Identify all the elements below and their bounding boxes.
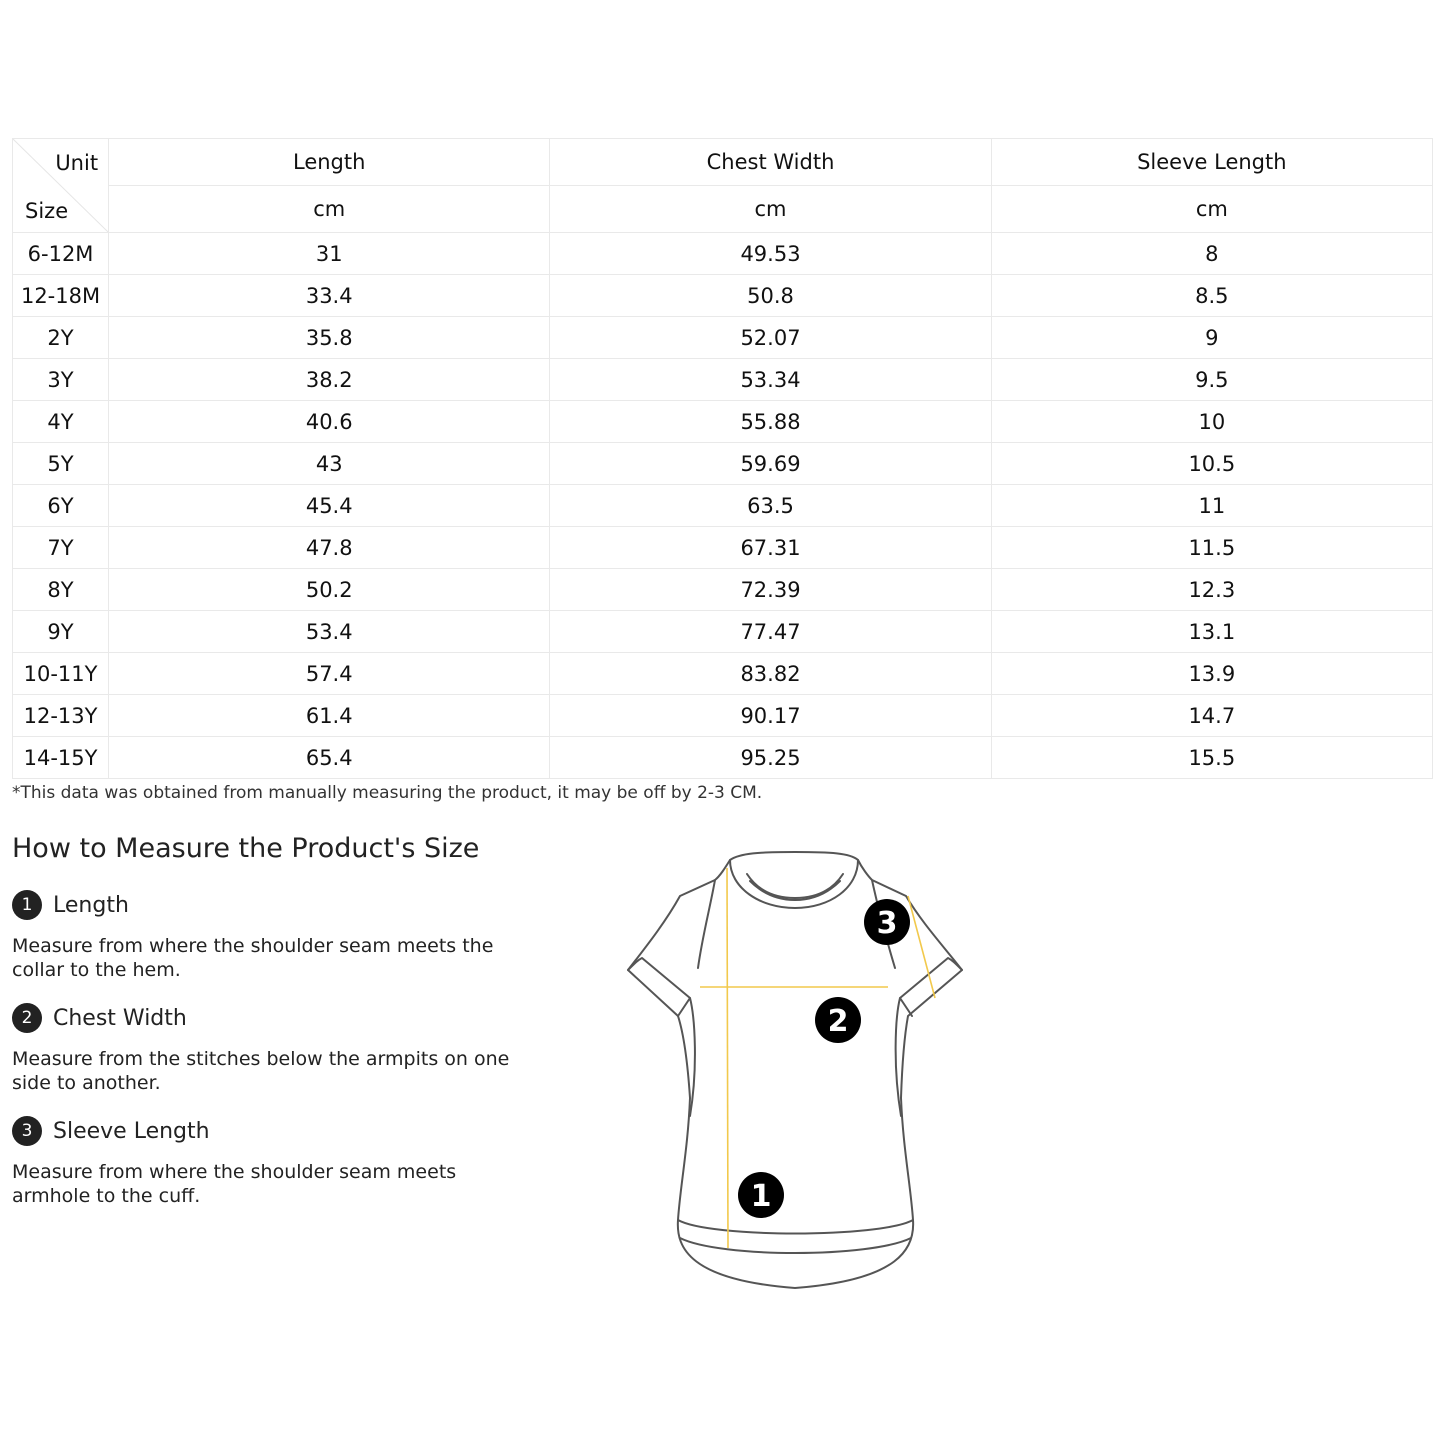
header-row: [13, 139, 1433, 186]
length-cell: 65.4: [109, 737, 550, 779]
step-number-3-icon: 3: [12, 1116, 42, 1146]
size-cell: 4Y: [13, 401, 109, 443]
table-row: [13, 317, 1433, 359]
step-sleeve-length-description: Measure from where the shoulder seam meets armhole to the cuff.: [12, 1161, 457, 1207]
chest-width-cell: 49.53: [550, 233, 991, 275]
size-cell: 2Y: [13, 317, 109, 359]
column-header-chest-width: Chest Width: [550, 139, 991, 186]
step-sleeve-length-label: Sleeve Length: [53, 1118, 210, 1144]
marker-3-label: 3: [876, 906, 898, 941]
size-cell: 5Y: [13, 443, 109, 485]
step-chest-width-label: Chest Width: [53, 1005, 187, 1031]
unit-row: [13, 186, 1433, 233]
sleeve-length-cell: 9.5: [991, 359, 1432, 401]
size-cell: 3Y: [13, 359, 109, 401]
column-header-length: Length: [109, 139, 550, 186]
length-cell: 61.4: [109, 695, 550, 737]
table-row: [13, 653, 1433, 695]
length-cell: 50.2: [109, 569, 550, 611]
sleeve-length-cell: 10: [991, 401, 1432, 443]
tshirt-outline: [628, 852, 962, 1288]
step-length-description: Measure from where the shoulder seam meets the collar to the hem.: [12, 935, 494, 981]
length-cell: 45.4: [109, 485, 550, 527]
size-table-body: [13, 139, 1433, 779]
size-cell: 14-15Y: [13, 737, 109, 779]
length-cell: 47.8: [109, 527, 550, 569]
tshirt-measurement-diagram: [610, 848, 980, 1298]
step-sleeve-length-heading: [12, 1116, 210, 1146]
measurement-note: *This data was obtained from manually measuring the product, it may be off by 2-3 CM.: [12, 783, 763, 803]
chest-width-cell: 63.5: [550, 485, 991, 527]
chest-width-cell: 90.17: [550, 695, 991, 737]
table-row: [13, 695, 1433, 737]
chest-width-cell: 67.31: [550, 527, 991, 569]
sleeve-length-cell: 8: [991, 233, 1432, 275]
chest-width-cell: 77.47: [550, 611, 991, 653]
chest-width-cell: 52.07: [550, 317, 991, 359]
step-chest-width-description: Measure from the stitches below the armpits on one side to another.: [12, 1048, 510, 1094]
table-row: [13, 233, 1433, 275]
table-row: [13, 443, 1433, 485]
unit-chest-width: cm: [550, 186, 991, 233]
column-header-sleeve-length: Sleeve Length: [991, 139, 1432, 186]
sleeve-length-cell: 12.3: [991, 569, 1432, 611]
marker-2-label: 2: [827, 1004, 849, 1039]
sleeve-length-cell: 11: [991, 485, 1432, 527]
size-cell: 7Y: [13, 527, 109, 569]
table-row: [13, 737, 1433, 779]
chest-width-cell: 83.82: [550, 653, 991, 695]
chest-width-cell: 72.39: [550, 569, 991, 611]
marker-1-label: 1: [750, 1179, 772, 1214]
chest-width-cell: 59.69: [550, 443, 991, 485]
table-row: [13, 401, 1433, 443]
sleeve-length-cell: 14.7: [991, 695, 1432, 737]
length-cell: 53.4: [109, 611, 550, 653]
sleeve-length-cell: 8.5: [991, 275, 1432, 317]
table-row: [13, 275, 1433, 317]
corner-unit-label: Unit: [55, 151, 99, 175]
sleeve-length-cell: 13.9: [991, 653, 1432, 695]
length-cell: 40.6: [109, 401, 550, 443]
measurement-markers: [738, 899, 910, 1218]
table-row: [13, 359, 1433, 401]
chest-width-cell: 53.34: [550, 359, 991, 401]
chest-width-cell: 95.25: [550, 737, 991, 779]
size-cell: 12-13Y: [13, 695, 109, 737]
sleeve-length-cell: 10.5: [991, 443, 1432, 485]
length-cell: 35.8: [109, 317, 550, 359]
size-cell: 6-12M: [13, 233, 109, 275]
chest-width-cell: 50.8: [550, 275, 991, 317]
corner-cell: [13, 139, 109, 233]
table-row: [13, 527, 1433, 569]
table-row: [13, 611, 1433, 653]
length-cell: 33.4: [109, 275, 550, 317]
size-cell: 6Y: [13, 485, 109, 527]
howto-title: How to Measure the Product's Size: [12, 833, 480, 864]
unit-length: cm: [109, 186, 550, 233]
sleeve-length-cell: 15.5: [991, 737, 1432, 779]
sleeve-length-cell: 9: [991, 317, 1432, 359]
size-cell: 12-18M: [13, 275, 109, 317]
size-cell: 10-11Y: [13, 653, 109, 695]
size-chart-table: [12, 138, 1433, 779]
sleeve-length-cell: 13.1: [991, 611, 1432, 653]
table-row: [13, 569, 1433, 611]
size-cell: 9Y: [13, 611, 109, 653]
step-number-1-icon: 1: [12, 890, 42, 920]
step-chest-width-heading: [12, 1003, 187, 1033]
sleeve-length-cell: 11.5: [991, 527, 1432, 569]
length-cell: 31: [109, 233, 550, 275]
step-length-label: Length: [53, 892, 129, 918]
table-row: [13, 485, 1433, 527]
length-cell: 57.4: [109, 653, 550, 695]
step-number-2-icon: 2: [12, 1003, 42, 1033]
size-cell: 8Y: [13, 569, 109, 611]
length-cell: 38.2: [109, 359, 550, 401]
step-length-heading: [12, 890, 129, 920]
unit-sleeve-length: cm: [991, 186, 1432, 233]
chest-width-cell: 55.88: [550, 401, 991, 443]
length-cell: 43: [109, 443, 550, 485]
corner-size-label: Size: [25, 199, 69, 223]
